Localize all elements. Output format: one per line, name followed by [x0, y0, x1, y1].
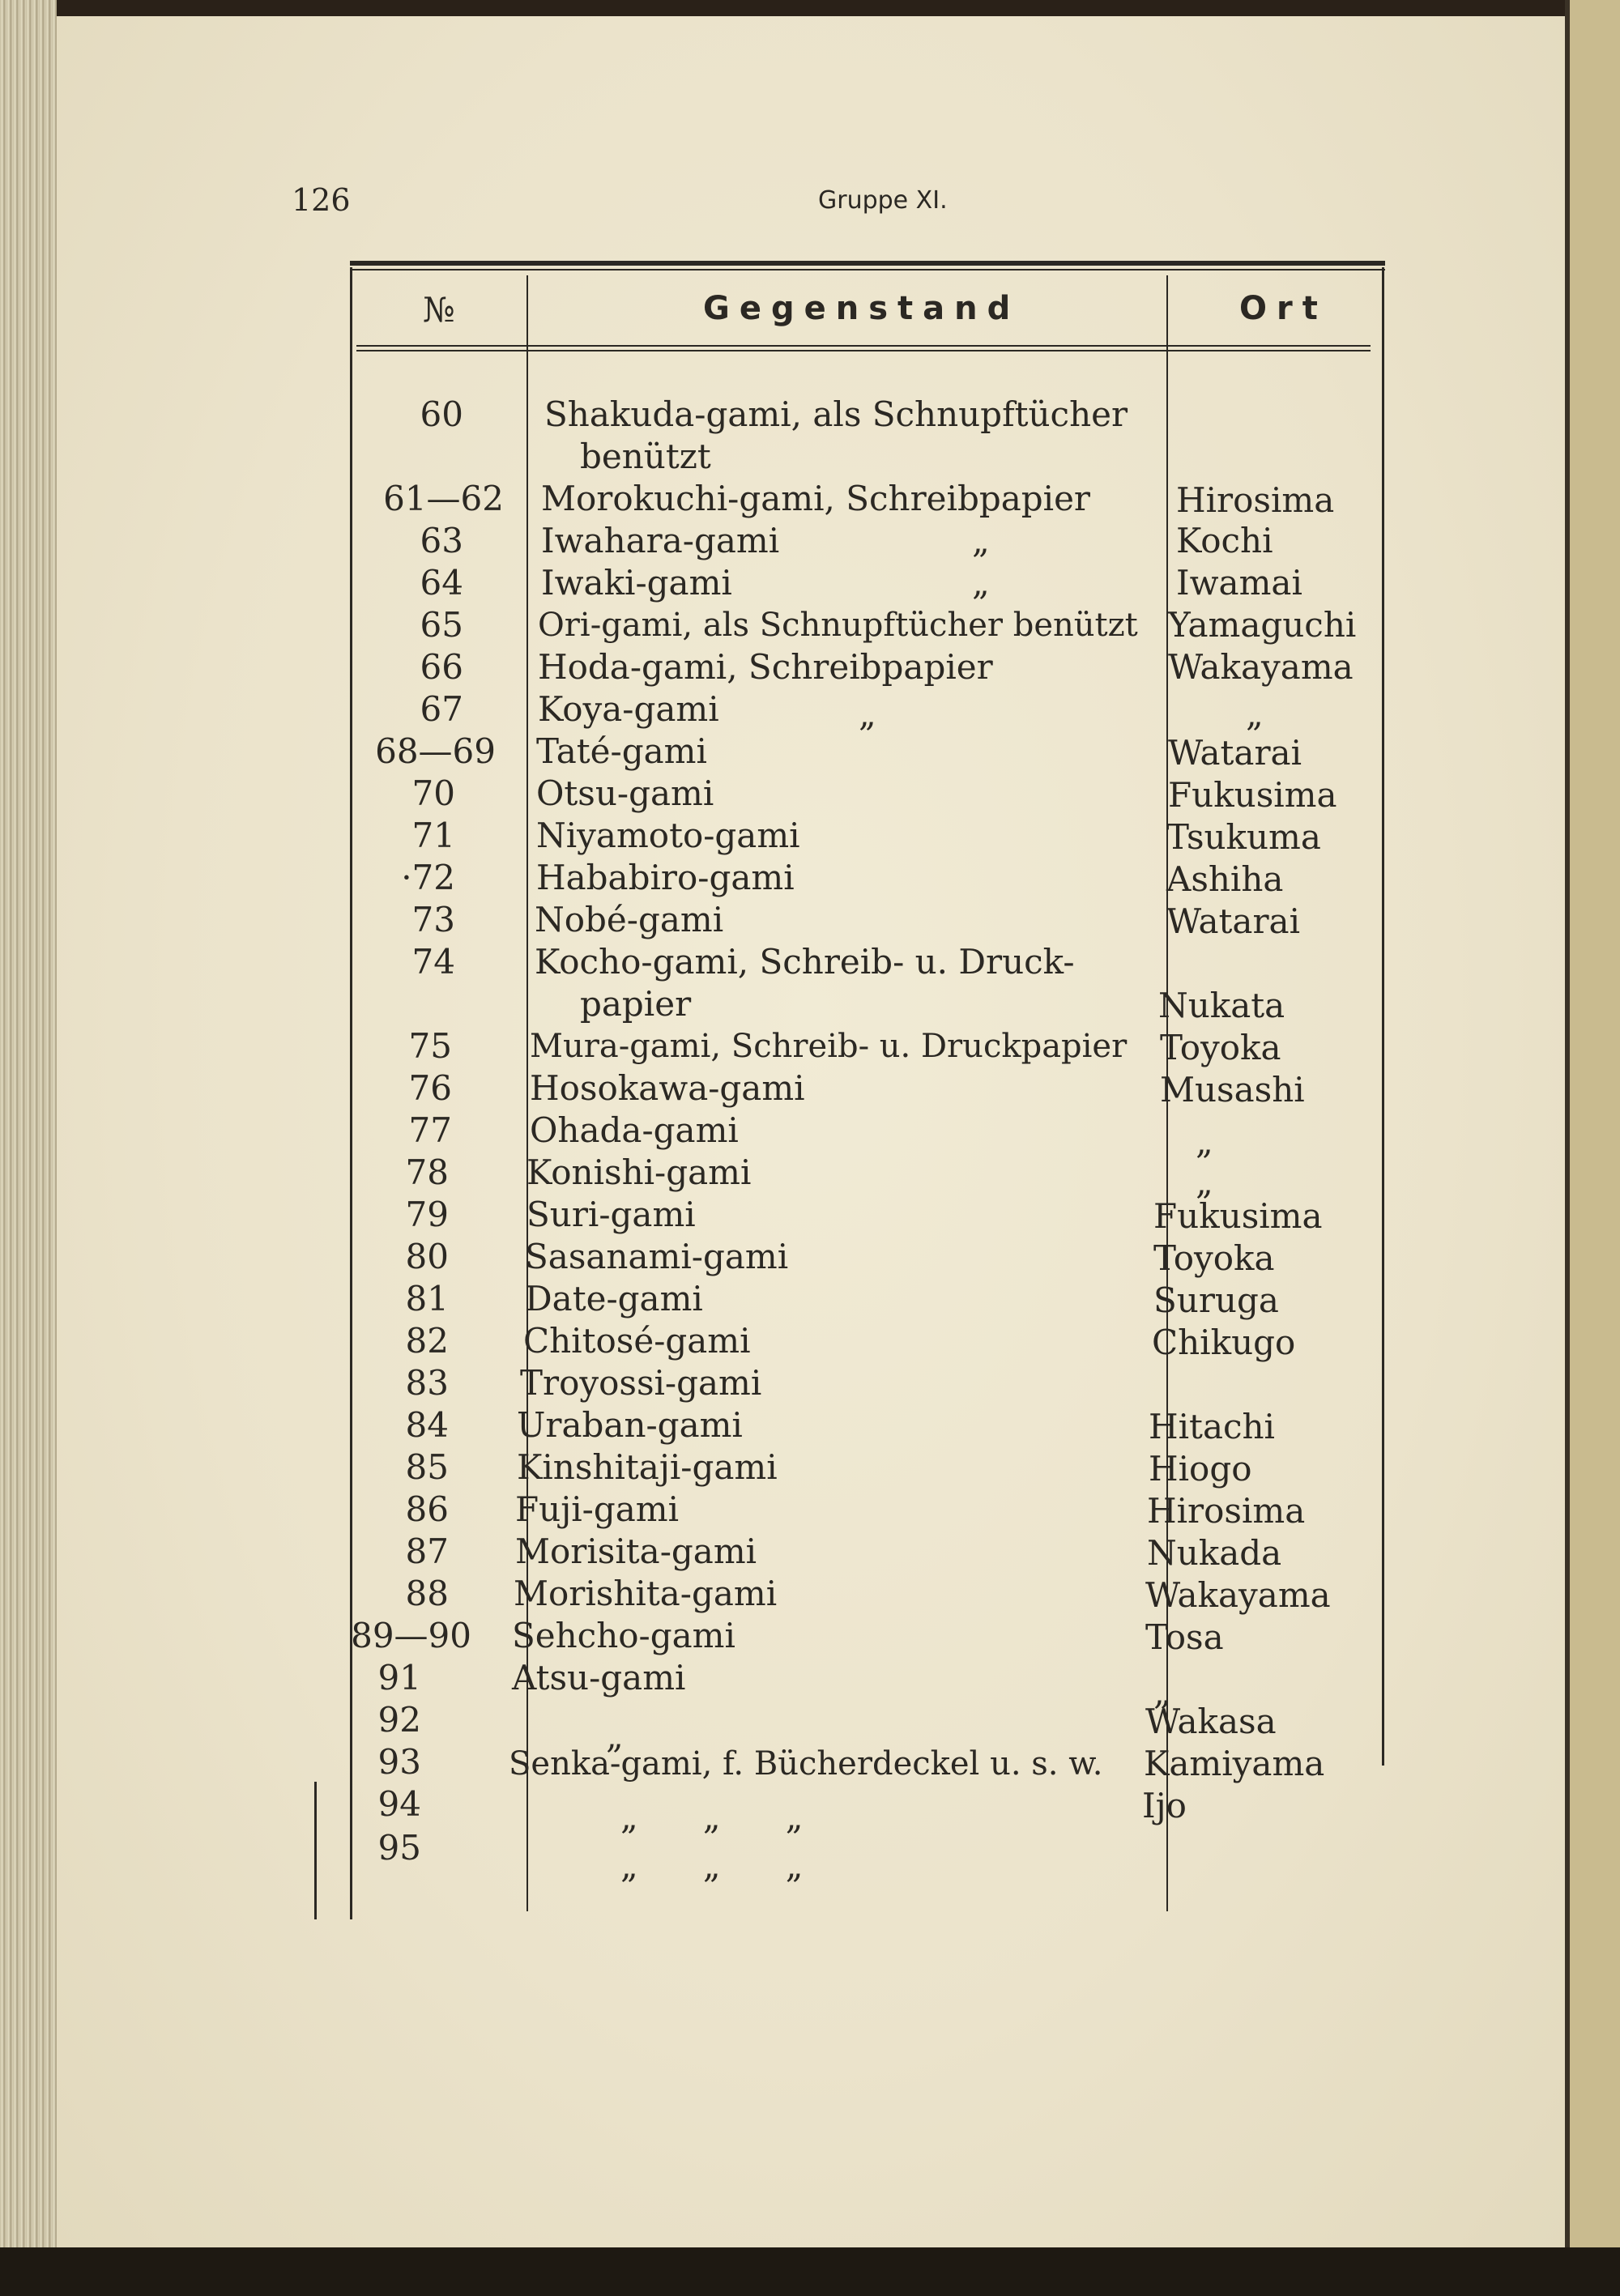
row-place: Nukada [1147, 1533, 1282, 1573]
row-place: Tsukuma [1166, 817, 1321, 857]
row-item: Konishi-gami [526, 1152, 752, 1192]
row-place: „ [1196, 1122, 1213, 1161]
row-place: Iwamai [1176, 563, 1302, 603]
row-item: Ohada-gami [530, 1110, 739, 1150]
row-item: Otsu-gami [536, 773, 714, 813]
row-place: Toyoka [1160, 1028, 1281, 1067]
row-item: Sehcho-gami [512, 1616, 735, 1655]
row-item: Iwahara-gami [541, 521, 780, 560]
row-place: Fukusima [1168, 775, 1337, 815]
row-number: 93 [377, 1742, 421, 1782]
row-item: Suri-gami [526, 1195, 696, 1234]
row-place: „ [1153, 1672, 1171, 1712]
row-place: Toyoka [1153, 1238, 1275, 1278]
ditto-mark: „ [859, 694, 876, 734]
row-item: Atsu-gami [512, 1658, 686, 1698]
row-number: 95 [377, 1828, 421, 1868]
row-item: Hosokawa-gami [530, 1068, 805, 1108]
row-item: Iwaki-gami [541, 563, 732, 603]
row-number: 76 [408, 1068, 452, 1108]
row-item: Morisita-gami [515, 1531, 757, 1571]
row-place: Suruga [1153, 1280, 1279, 1320]
row-number: 89—90 [351, 1616, 471, 1655]
row-item: Niyamoto-gami [536, 816, 800, 855]
row-place: Wakayama [1168, 647, 1354, 687]
row-number: ·72 [401, 858, 455, 897]
row-number: 74 [411, 942, 455, 982]
row-number: 92 [377, 1700, 421, 1740]
row-number: 73 [411, 900, 455, 939]
row-number: 94 [377, 1784, 421, 1824]
row-place: Fukusima [1153, 1196, 1323, 1236]
row-number: 64 [420, 563, 463, 603]
row-number: 82 [405, 1321, 449, 1361]
row-item: „ „ „ [620, 1846, 804, 1885]
row-number: 79 [405, 1195, 449, 1234]
row-item: „ „ „ [620, 1797, 804, 1837]
row-item: Taté-gami [536, 731, 707, 771]
row-item: Nobé-gami [535, 900, 724, 939]
row-place: Wakayama [1145, 1575, 1331, 1615]
column-header-place: Ort [1239, 290, 1328, 327]
row-number: 91 [377, 1658, 421, 1698]
row-number: 81 [405, 1279, 449, 1318]
row-item: Sasanami-gami [525, 1237, 789, 1276]
column-header-number: № [423, 290, 455, 330]
row-item: Mura-gami, Schreib- u. Druckpapier [530, 1028, 1128, 1065]
page-number: 126 [292, 182, 351, 218]
row-number: 65 [420, 605, 463, 645]
row-item: Koya-gami [538, 689, 719, 729]
row-place: Hirosima [1176, 480, 1335, 520]
row-item: Fuji-gami [515, 1489, 680, 1529]
row-place: Musashi [1160, 1070, 1305, 1110]
ditto-mark: „ [972, 521, 990, 560]
column-header-item: Gegenstand [703, 290, 1021, 327]
row-item: Date-gami [525, 1279, 703, 1318]
row-number: 63 [420, 521, 463, 560]
row-number: 87 [405, 1531, 449, 1571]
row-item: Hababiro-gami [536, 858, 795, 897]
row-number: 86 [405, 1489, 449, 1529]
row-place: Yamaguchi [1168, 605, 1357, 645]
row-place: Kochi [1176, 521, 1273, 560]
row-number: 83 [405, 1363, 449, 1403]
row-item: „ [606, 1716, 624, 1756]
row-number: 70 [411, 773, 455, 813]
row-place: Kamiyama [1144, 1744, 1325, 1783]
row-number: 88 [405, 1574, 449, 1613]
row-item: Morokuchi-gami, Schreibpapier [541, 479, 1091, 518]
row-place: „ [1196, 1162, 1213, 1202]
row-item: Senka-gami, f. Bücherdeckel u. s. w. [509, 1745, 1103, 1783]
row-number: 80 [405, 1237, 449, 1276]
row-number: 84 [405, 1405, 449, 1445]
row-item: Kinshitaji-gami [517, 1447, 778, 1487]
row-item: Troyossi-gami [520, 1363, 762, 1403]
row-item: Ori-gami, als Schnupftücher benützt [538, 607, 1138, 644]
row-number: 68—69 [375, 731, 496, 771]
row-place: Hiogo [1149, 1449, 1252, 1489]
row-number: 71 [411, 816, 455, 855]
row-number: 66 [420, 647, 463, 687]
running-head: Gruppe XI. [818, 186, 948, 215]
row-place: Watarai [1166, 901, 1301, 941]
row-place: Ashiha [1166, 859, 1284, 899]
row-place: Tosa [1145, 1617, 1224, 1657]
row-number: 75 [408, 1026, 452, 1066]
row-place: Watarai [1168, 733, 1302, 773]
row-place: Ijo [1142, 1786, 1187, 1825]
row-item: Chitosé-gami [523, 1321, 751, 1361]
row-number: 77 [408, 1110, 452, 1150]
row-place: Hirosima [1147, 1491, 1306, 1531]
facing-page-edge [1565, 0, 1620, 2296]
row-number: 60 [420, 394, 463, 434]
row-number: 61—62 [383, 479, 504, 518]
row-item: Uraban-gami [517, 1405, 743, 1445]
row-item: Kocho-gami, Schreib- u. Druck- [535, 942, 1075, 982]
row-place: Wakasa [1145, 1702, 1277, 1741]
row-place: Chikugo [1152, 1323, 1296, 1362]
scan-bottom-band [0, 2247, 1620, 2296]
row-number: 78 [405, 1152, 449, 1192]
row-item: Morishita-gami [514, 1574, 778, 1613]
row-item: Shakuda-gami, als Schnupftücher [544, 394, 1128, 434]
row-number: 85 [405, 1447, 449, 1487]
row-place: Nukata [1158, 986, 1285, 1025]
row-item: Hoda-gami, Schreibpapier [538, 647, 993, 687]
row-item: benützt [580, 437, 711, 476]
row-number: 67 [420, 689, 463, 729]
row-place: „ [1246, 694, 1264, 734]
ditto-mark: „ [972, 563, 990, 603]
book-spine-edge [0, 0, 57, 2296]
row-item: papier [580, 984, 692, 1024]
row-place: Hitachi [1149, 1407, 1275, 1446]
